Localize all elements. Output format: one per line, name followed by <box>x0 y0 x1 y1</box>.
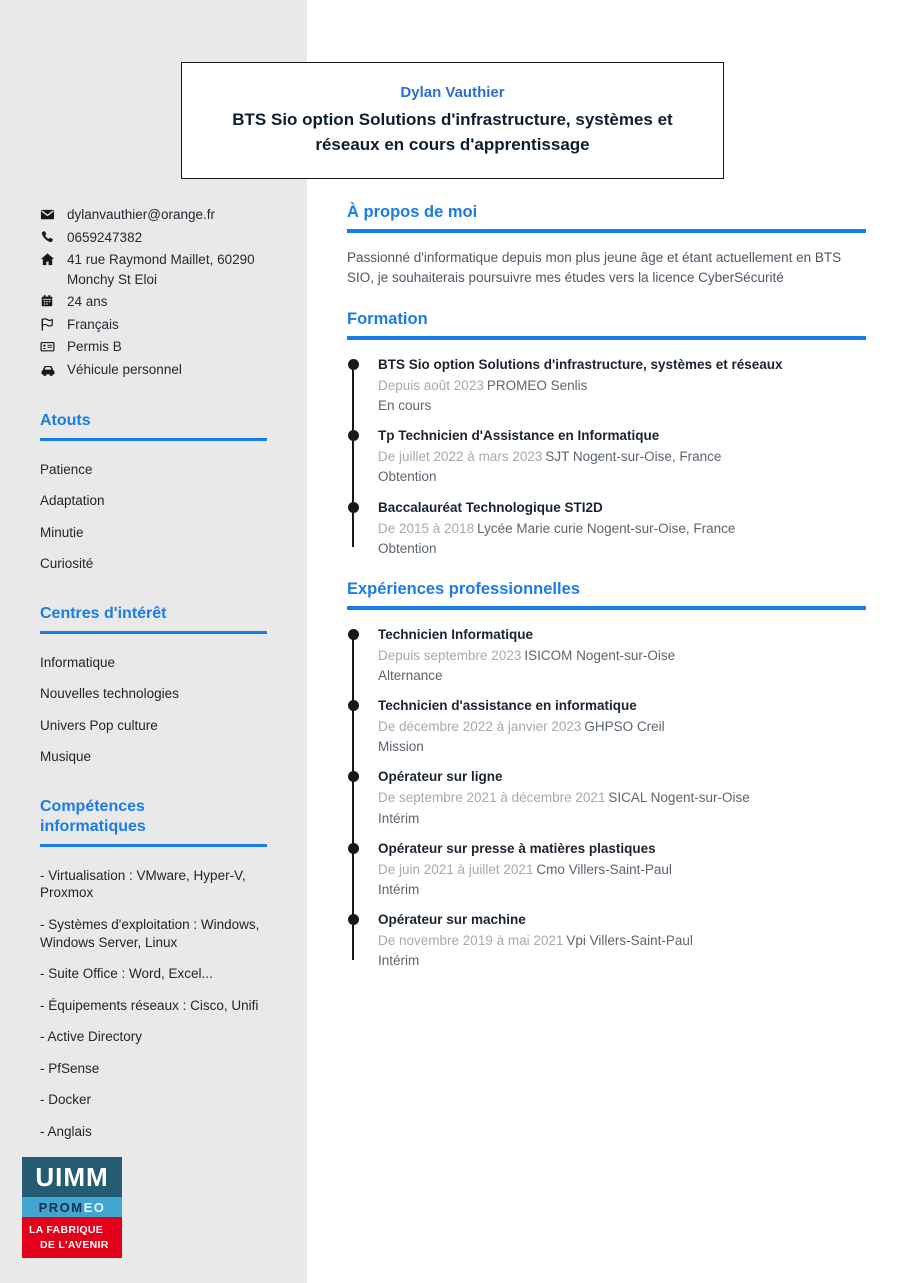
header-box <box>181 62 724 179</box>
section-rule <box>40 631 267 634</box>
contact-age-text: 24 ans <box>67 294 108 310</box>
entry-date: De juillet 2022 à mars 2023 <box>378 449 543 465</box>
contact-age <box>40 292 267 312</box>
entry-title: Opérateur sur machine <box>378 912 526 928</box>
list-item: Musique <box>40 749 92 765</box>
promeo-logo-block <box>22 1197 122 1217</box>
section-rule <box>40 438 267 441</box>
entry-organization: Cmo Villers-Saint-Paul <box>536 861 672 877</box>
timeline-entry <box>353 498 866 559</box>
timeline-entry <box>353 839 866 900</box>
car-icon <box>40 360 56 378</box>
list-item: - Virtualisation : VMware, Hyper-V, Proxmox <box>40 867 246 901</box>
entry-organization: ISICOM Nogent-sur-Oise <box>524 647 676 663</box>
list-item: - PfSense <box>40 1060 100 1076</box>
list-item: Nouvelles technologies <box>40 686 179 702</box>
entry-status: Mission <box>378 739 424 755</box>
entry-status: Intérim <box>378 953 420 969</box>
list-item: - Systèmes d'exploitation : Windows, Windows Server, Linux <box>40 916 260 950</box>
contact-address-text: 41 rue Raymond Maillet, 60290 Monchy St Eloi <box>67 252 255 287</box>
about-heading: À propos de moi <box>347 203 478 221</box>
tagline-line1: LA FABRIQUE <box>29 1224 104 1237</box>
entry-meta <box>378 447 866 467</box>
phone-icon <box>40 228 56 244</box>
entry-organization: SICAL Nogent-sur-Oise <box>608 790 750 806</box>
section-rule <box>40 844 267 847</box>
about-text: Passionné d'informatique depuis mon plus jeune âge et étant actuellement en BTS SIO, je souhaiterais poursuivre mes études vers la licence CyberSécurité <box>347 249 842 286</box>
entry-meta <box>378 788 866 808</box>
sidebar <box>0 0 307 1283</box>
contact-vehicle-text: Véhicule personnel <box>67 361 182 377</box>
entry-date: De novembre 2019 à mai 2021 <box>378 933 564 949</box>
entry-title: Opérateur sur ligne <box>378 769 503 785</box>
entry-status: Obtention <box>378 540 437 556</box>
section-rule <box>347 229 866 233</box>
section-interets <box>40 604 267 766</box>
entry-meta <box>378 519 866 539</box>
list-item: Curiosité <box>40 556 94 572</box>
id-card-icon <box>40 337 56 354</box>
timeline-entry <box>353 910 866 971</box>
formation-timeline <box>353 355 866 559</box>
section-rule <box>347 336 866 340</box>
contact-language-text: Français <box>67 316 119 332</box>
timeline-entry <box>353 696 866 757</box>
formation-heading: Formation <box>347 310 428 329</box>
entry-title: BTS Sio option Solutions d'infrastructure, systèmes et réseaux <box>378 356 783 372</box>
flag-icon <box>40 315 56 332</box>
timeline-entry <box>353 355 866 416</box>
section-rule <box>347 606 866 610</box>
list-item: Informatique <box>40 654 116 670</box>
entry-meta <box>378 376 866 396</box>
timeline-entry <box>353 767 866 828</box>
contact-email-text: dylanvauthier@orange.fr <box>67 207 216 222</box>
contact-address <box>40 250 267 289</box>
uimm-logo-block: UIMM <box>22 1157 122 1197</box>
entry-organization: SJT Nogent-sur-Oise, France <box>545 449 722 465</box>
list-item: - Active Directory <box>40 1029 143 1045</box>
promeo-text-dark: PROM <box>38 1199 84 1215</box>
section-competences <box>40 797 267 1140</box>
section-atouts <box>40 411 267 573</box>
entry-title: Technicien d'assistance en informatique <box>378 698 637 714</box>
atouts-list <box>40 461 267 573</box>
experience-timeline <box>353 625 866 972</box>
section-competences-title: Compétences informatiques <box>40 797 146 835</box>
section-interets-title: Centres d'intérêt <box>40 604 167 622</box>
entry-date: De décembre 2022 à janvier 2023 <box>378 718 582 734</box>
experience-heading: Expériences professionnelles <box>347 580 580 599</box>
main-column <box>347 203 866 982</box>
entry-organization: GHPSO Creil <box>584 718 665 734</box>
entry-meta <box>378 646 866 666</box>
timeline-entry <box>353 426 866 487</box>
section-about <box>347 203 866 289</box>
envelope-icon <box>40 205 56 222</box>
list-item: - Docker <box>40 1092 92 1108</box>
contact-list <box>40 205 267 380</box>
entry-date: De 2015 à 2018 <box>378 520 475 536</box>
contact-phone-text: 0659247382 <box>67 229 143 245</box>
entry-date: De juin 2021 à juillet 2021 <box>378 861 534 877</box>
section-experience <box>347 580 866 972</box>
entry-title: Tp Technicien d'Assistance en Informatique <box>378 428 660 444</box>
entry-date: Depuis septembre 2023 <box>378 647 522 663</box>
promeo-logo <box>22 1157 122 1258</box>
candidate-name: Dylan Vauthier <box>400 83 505 101</box>
promeo-text-light: EO <box>83 1199 106 1215</box>
list-item: Adaptation <box>40 493 105 509</box>
section-formation <box>347 310 866 559</box>
entry-status: Intérim <box>378 882 420 898</box>
competences-list <box>40 867 267 1140</box>
contact-vehicle <box>40 360 267 380</box>
tagline-block <box>22 1217 122 1258</box>
list-item: Minutie <box>40 524 84 540</box>
entry-organization: Vpi Villers-Saint-Paul <box>566 933 693 949</box>
list-item: - Équipements réseaux : Cisco, Unifi <box>40 997 259 1013</box>
entry-meta <box>378 717 866 737</box>
list-item: - Suite Office : Word, Excel... <box>40 966 213 982</box>
entry-title: Opérateur sur presse à matières plastiques <box>378 840 656 856</box>
contact-license <box>40 337 267 357</box>
entry-title: Baccalauréat Technologique STI2D <box>378 499 603 515</box>
entry-meta <box>378 931 866 951</box>
entry-title: Technicien Informatique <box>378 626 534 642</box>
interets-list <box>40 654 267 766</box>
candidate-title: BTS Sio option Solutions d'infrastructure, systèmes et réseaux en cours d'apprentissage <box>232 109 673 154</box>
list-item: Patience <box>40 461 93 477</box>
entry-status: Alternance <box>378 667 443 683</box>
list-item: - Anglais <box>40 1123 92 1139</box>
contact-language <box>40 315 267 335</box>
tagline-line2: DE L'AVENIR <box>40 1238 109 1251</box>
entry-meta <box>378 860 866 880</box>
home-icon <box>40 250 56 267</box>
entry-date: De septembre 2021 à décembre 2021 <box>378 790 606 806</box>
entry-status: Intérim <box>378 810 420 826</box>
entry-organization: Lycée Marie curie Nogent-sur-Oise, France <box>477 520 736 536</box>
entry-status: Obtention <box>378 469 437 485</box>
section-atouts-title: Atouts <box>40 411 91 429</box>
calendar-icon <box>40 292 56 308</box>
timeline-entry <box>353 625 866 686</box>
list-item: Univers Pop culture <box>40 717 158 733</box>
contact-email <box>40 205 267 225</box>
contact-license-text: Permis B <box>67 339 122 355</box>
contact-phone <box>40 228 267 248</box>
entry-status: En cours <box>378 398 432 414</box>
entry-organization: PROMEO Senlis <box>486 377 588 393</box>
entry-date: Depuis août 2023 <box>378 377 484 393</box>
